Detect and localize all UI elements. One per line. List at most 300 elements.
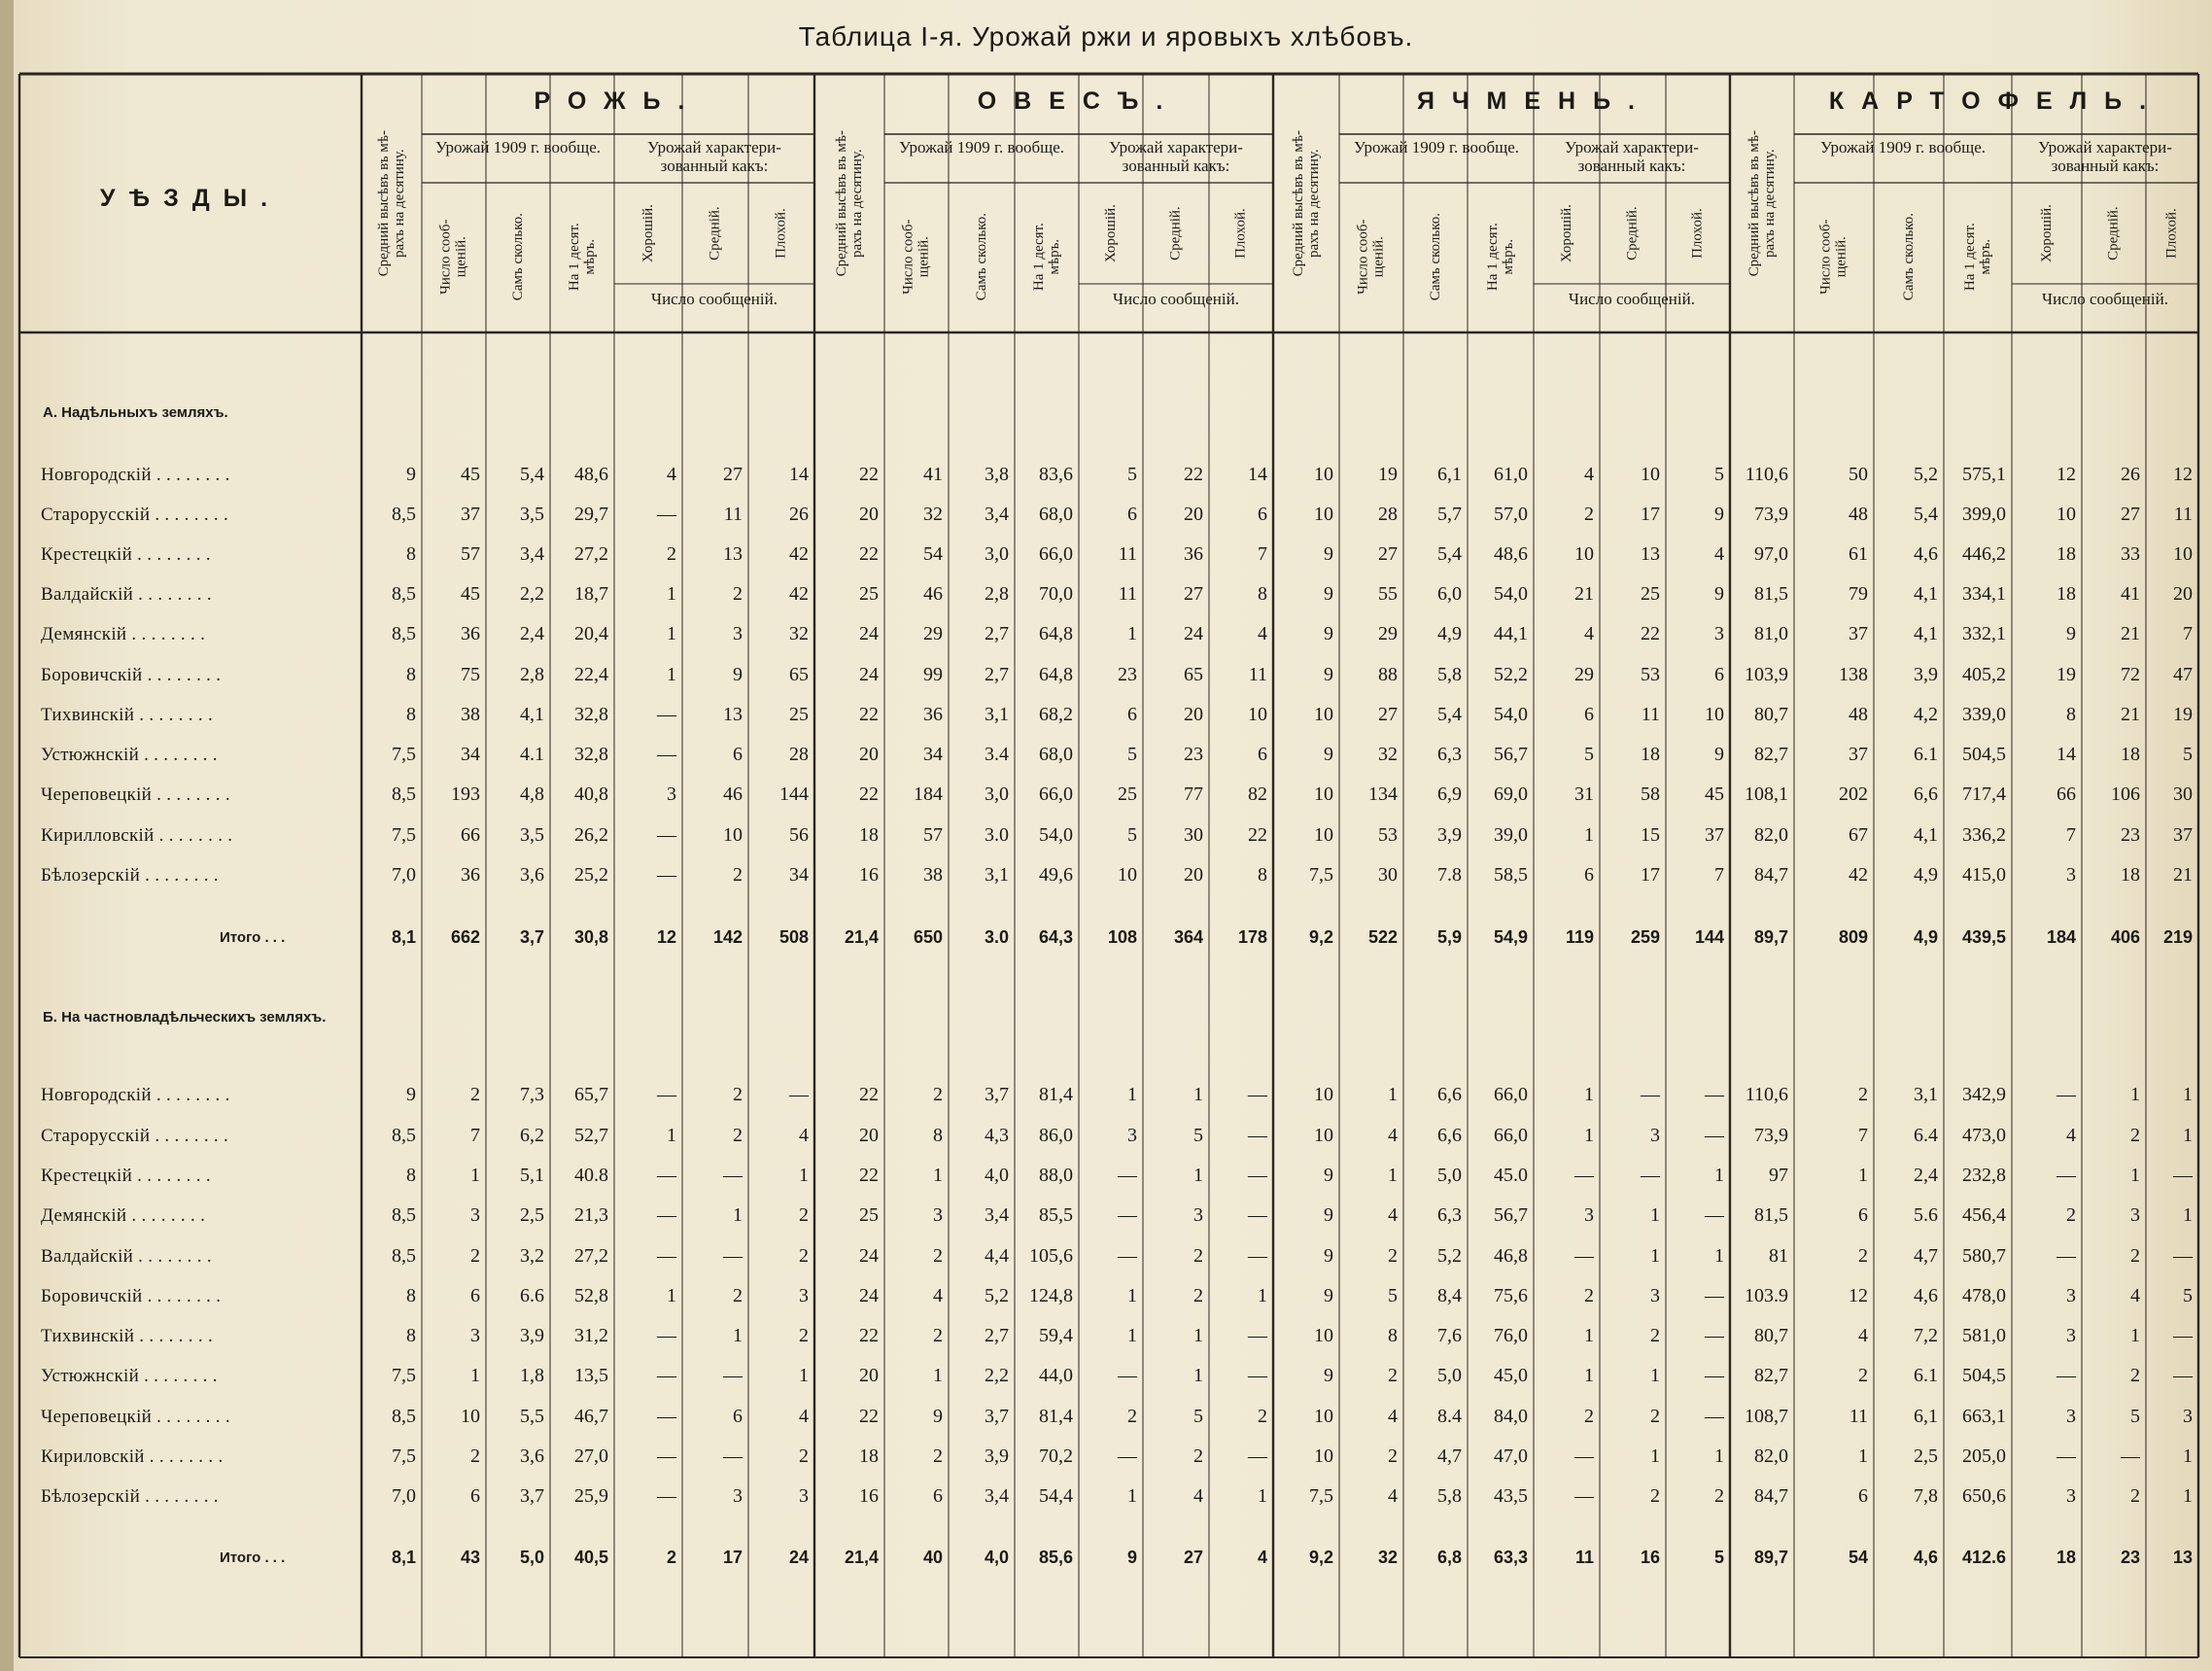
data-cell: 650,6 — [1962, 1485, 2006, 1507]
total-cell: 3.0 — [984, 927, 1009, 947]
data-cell: 3 — [2130, 1204, 2140, 1226]
data-cell: 8 — [406, 1285, 416, 1306]
data-cell: 45 — [461, 464, 480, 485]
total-cell: 142 — [712, 927, 743, 947]
data-cell: 19 — [1378, 464, 1398, 485]
seed-rate-header — [362, 80, 422, 327]
data-cell: 32 — [923, 504, 943, 525]
data-cell: 65 — [1184, 664, 1203, 685]
data-cell: 10 — [1314, 824, 1333, 846]
data-cell: 6 — [1258, 504, 1267, 525]
data-cell: 20 — [1184, 864, 1203, 886]
data-cell: 9 — [406, 1084, 416, 1105]
subcolumn-header-text: Самъ сколько. — [973, 212, 989, 301]
data-cell: 7,5 — [392, 744, 416, 765]
total-cell: 23 — [2120, 1548, 2140, 1567]
quality-header — [1143, 187, 1209, 280]
data-cell: 53 — [1641, 664, 1660, 685]
quality-header — [748, 187, 814, 280]
total-cell: 9,2 — [1308, 927, 1333, 947]
data-cell: 1 — [1650, 1445, 1660, 1467]
data-cell: 22 — [859, 1406, 879, 1427]
data-cell: 82,0 — [1754, 1445, 1788, 1467]
data-cell: 4 — [933, 1285, 943, 1306]
subcolumn-header — [422, 187, 486, 327]
district-name: Крестецкій . . . . . . . . — [41, 1166, 211, 1186]
data-cell: 13 — [723, 704, 743, 725]
seed-rate-header-text: Средний высѣвъ въ мѣ- рахъ на десятину. — [1290, 129, 1322, 277]
data-cell: 68,0 — [1039, 504, 1073, 525]
data-cell: 6,2 — [520, 1125, 544, 1146]
subcolumn-header — [1015, 187, 1079, 327]
total-cell: 412.6 — [1961, 1548, 2006, 1567]
data-cell: 42 — [789, 543, 809, 565]
characterized-group-header: Урожай характери- зованный какъ: — [1109, 138, 1243, 176]
data-cell: 3,9 — [1437, 824, 1462, 846]
data-cell: 2 — [933, 1325, 943, 1346]
seed-rate-header-text: Средний высѣвъ въ мѣ- рахъ на десятину. — [833, 129, 865, 277]
data-cell: 17 — [1641, 864, 1660, 886]
data-cell: 5 — [1388, 1285, 1398, 1306]
data-cell: 34 — [789, 864, 809, 886]
data-cell: 9 — [406, 464, 416, 485]
data-cell: 48 — [1849, 504, 1868, 525]
data-cell: 68,2 — [1039, 704, 1073, 725]
data-cell: 10 — [1314, 1406, 1333, 1427]
data-cell: 1 — [470, 1165, 480, 1186]
data-cell: 8 — [406, 1325, 416, 1346]
data-cell: 3,9 — [985, 1445, 1009, 1467]
quality-header-text: Плохой. — [2163, 208, 2180, 259]
data-cell: 10 — [723, 824, 743, 846]
data-cell: 580,7 — [1962, 1245, 2006, 1267]
subcolumn-header-text: Самъ сколько. — [1900, 212, 1917, 301]
data-cell: 3,4 — [985, 1204, 1009, 1226]
data-cell: 10 — [1641, 464, 1660, 485]
data-cell: 4 — [1388, 1406, 1398, 1427]
data-cell: 36 — [461, 864, 480, 886]
data-cell: 5 — [1584, 744, 1594, 765]
data-cell: 7 — [1858, 1125, 1868, 1146]
quality-header — [2082, 187, 2146, 280]
district-name: Кириловскій . . . . . . . . — [41, 1446, 224, 1467]
data-cell: 9 — [1714, 744, 1724, 765]
data-cell: 3,4 — [520, 543, 544, 565]
data-cell: 22 — [859, 1325, 879, 1346]
data-cell: 4 — [1193, 1485, 1203, 1507]
data-cell: 2,2 — [985, 1365, 1009, 1386]
quality-header-text: Плохой. — [773, 208, 789, 259]
data-cell: 19 — [2056, 664, 2076, 685]
data-cell: 7,5 — [392, 824, 416, 846]
subcolumn-header-text: На 1 десят. мѣръ. — [1961, 223, 1993, 291]
data-cell: — — [1248, 1245, 1267, 1267]
data-cell: 8,5 — [392, 1204, 416, 1226]
data-cell: 456,4 — [1962, 1204, 2006, 1226]
data-cell: 85,5 — [1039, 1204, 1073, 1226]
data-cell: 2 — [1650, 1485, 1660, 1507]
data-cell: 36 — [923, 704, 943, 725]
data-cell: 1 — [2183, 1125, 2193, 1146]
total-cell: 4,9 — [1913, 927, 1938, 947]
data-cell: 2 — [1388, 1365, 1398, 1386]
data-cell: 2,8 — [520, 664, 544, 685]
data-cell: 22 — [859, 1165, 879, 1186]
data-cell: — — [657, 1365, 676, 1386]
data-cell: 1 — [2183, 1084, 2193, 1105]
data-cell: 1 — [933, 1365, 943, 1386]
data-cell: 6 — [1858, 1485, 1868, 1507]
data-cell: 34 — [461, 744, 480, 765]
data-cell: 3,0 — [985, 543, 1009, 565]
data-cell: 7 — [470, 1125, 480, 1146]
data-cell: 32 — [789, 623, 809, 644]
quality-header-text: Плохой. — [1232, 208, 1249, 259]
data-cell: 3 — [2066, 1406, 2076, 1427]
district-name: Тихвинскій . . . . . . . . — [41, 705, 214, 725]
quality-header — [1209, 187, 1273, 280]
data-cell: 8 — [1258, 583, 1267, 605]
data-cell: 6,0 — [1437, 583, 1462, 605]
data-cell: 2 — [933, 1445, 943, 1467]
data-cell: 7,5 — [392, 1445, 416, 1467]
data-cell: — — [2056, 1445, 2076, 1467]
subcolumn-header-text: Число сооб- щеній. — [900, 219, 932, 295]
data-cell: 575,1 — [1962, 464, 2006, 485]
subcolumn-header — [949, 187, 1015, 327]
data-cell: 6 — [1258, 744, 1267, 765]
data-cell: 8 — [406, 704, 416, 725]
data-cell: 27 — [723, 464, 743, 485]
data-cell: 7,8 — [1914, 1485, 1938, 1507]
subcolumn-header — [884, 187, 949, 327]
data-cell: 22 — [859, 464, 879, 485]
data-cell: 3.0 — [985, 824, 1009, 846]
data-cell: 1 — [1650, 1204, 1660, 1226]
data-cell: 581,0 — [1962, 1325, 2006, 1346]
data-cell: 66 — [2056, 783, 2076, 805]
data-cell: — — [2056, 1084, 2076, 1105]
total-cell: 54 — [1848, 1548, 1868, 1567]
data-cell: — — [1574, 1445, 1594, 1467]
data-cell: 4 — [2066, 1125, 2076, 1146]
data-cell: 11 — [1849, 1406, 1868, 1427]
data-cell: 3.4 — [985, 744, 1009, 765]
data-cell: 80,7 — [1754, 704, 1788, 725]
data-cell: 6,6 — [1914, 783, 1938, 805]
data-cell: 1 — [799, 1165, 809, 1186]
data-cell: 332,1 — [1962, 623, 2006, 644]
data-cell: 52,7 — [574, 1125, 608, 1146]
crop-header: РОЖЬ. — [534, 87, 703, 115]
data-cell: 17 — [1641, 504, 1660, 525]
characterized-group-header: Урожай характери- зованный какъ: — [1565, 138, 1699, 176]
data-cell: 22 — [859, 783, 879, 805]
data-cell: 20 — [859, 1125, 879, 1146]
data-cell: — — [1118, 1445, 1137, 1467]
data-cell: 6,3 — [1437, 1204, 1462, 1226]
data-cell: 5 — [1193, 1406, 1203, 1427]
data-cell: 3,0 — [985, 783, 1009, 805]
crop-header: ОВЕСЪ. — [977, 87, 1181, 115]
data-cell: 5,7 — [1437, 504, 1462, 525]
data-cell: 3 — [470, 1325, 480, 1346]
data-cell: 108,7 — [1745, 1406, 1788, 1427]
data-cell: 5,4 — [1437, 543, 1462, 565]
data-cell: 1 — [733, 1325, 743, 1346]
data-cell: 9 — [1324, 1204, 1333, 1226]
data-cell: 45.0 — [1494, 1165, 1528, 1186]
data-cell: 97 — [1769, 1165, 1788, 1186]
data-cell: 478,0 — [1962, 1285, 2006, 1306]
data-cell: 2 — [933, 1084, 943, 1105]
data-cell: 22,4 — [574, 664, 608, 685]
data-cell: 6 — [733, 1406, 743, 1427]
data-cell: 47 — [2173, 664, 2193, 685]
data-cell: 6 — [1584, 864, 1594, 886]
subcolumn-header-text: Самъ сколько. — [1427, 212, 1443, 301]
data-cell: 31 — [1574, 783, 1594, 805]
data-cell: 9 — [2066, 623, 2076, 644]
data-cell: 4,0 — [985, 1165, 1009, 1186]
data-cell: 7 — [1714, 864, 1724, 886]
data-cell: 3,7 — [985, 1084, 1009, 1105]
data-cell: 4,6 — [1914, 543, 1938, 565]
data-cell: 6.1 — [1914, 1365, 1938, 1386]
data-cell: 4 — [2130, 1285, 2140, 1306]
data-cell: 11 — [723, 504, 743, 525]
total-cell: 5,0 — [519, 1548, 544, 1567]
data-cell: 1,8 — [520, 1365, 544, 1386]
data-cell: 3 — [1193, 1204, 1203, 1226]
data-cell: — — [1118, 1245, 1137, 1267]
seed-rate-header — [1730, 80, 1794, 327]
data-cell: 36 — [461, 623, 480, 644]
data-cell: 10 — [1314, 1445, 1333, 1467]
data-cell: 2 — [733, 583, 743, 605]
data-cell: 2 — [1858, 1245, 1868, 1267]
data-cell: 14 — [789, 464, 809, 485]
data-cell: — — [723, 1365, 743, 1386]
district-name: Череповецкій . . . . . . . . — [41, 1407, 230, 1427]
data-cell: 42 — [789, 583, 809, 605]
data-cell: 4,2 — [1914, 704, 1938, 725]
data-cell: 4,7 — [1437, 1445, 1462, 1467]
data-cell: 2 — [1584, 504, 1594, 525]
data-cell: 70,2 — [1039, 1445, 1073, 1467]
data-cell: — — [789, 1084, 809, 1105]
data-cell: — — [1248, 1125, 1267, 1146]
subcolumn-header-text: Число сооб- щеній. — [1817, 219, 1849, 295]
total-cell: 54,9 — [1493, 927, 1528, 947]
data-cell: — — [2056, 1245, 2076, 1267]
data-cell: 3 — [470, 1204, 480, 1226]
data-cell: 72 — [2121, 664, 2140, 685]
data-cell: 13,5 — [574, 1365, 608, 1386]
total-label: Итого . . . — [220, 929, 286, 946]
total-cell: 5 — [1713, 1548, 1724, 1567]
data-cell: 1 — [1858, 1445, 1868, 1467]
data-cell: 54,0 — [1494, 704, 1528, 725]
data-cell: 8,5 — [392, 583, 416, 605]
data-cell: 3 — [1650, 1125, 1660, 1146]
data-cell: 9 — [1324, 1165, 1333, 1186]
data-cell: 20 — [1184, 704, 1203, 725]
data-cell: 44,1 — [1494, 623, 1528, 644]
quality-header-text: Средній. — [1167, 206, 1184, 261]
data-cell: 3,2 — [520, 1245, 544, 1267]
data-cell: 108,1 — [1745, 783, 1788, 805]
data-cell: 24 — [859, 1285, 879, 1306]
data-cell: 10 — [1705, 704, 1724, 725]
data-cell: 4,8 — [520, 783, 544, 805]
data-cell: 2 — [799, 1245, 809, 1267]
data-cell: 6,1 — [1437, 464, 1462, 485]
data-cell: 9 — [1714, 504, 1724, 525]
total-cell: 662 — [450, 927, 480, 947]
data-cell: — — [1248, 1445, 1267, 1467]
data-cell: 27 — [2121, 504, 2140, 525]
total-cell: 144 — [1694, 927, 1724, 947]
data-cell: 18 — [2056, 583, 2076, 605]
district-name: Боровичскій . . . . . . . . — [41, 665, 222, 685]
data-cell: 52,2 — [1494, 664, 1528, 685]
data-cell: 7,0 — [392, 1485, 416, 1507]
data-cell: 8 — [933, 1125, 943, 1146]
data-cell: — — [1574, 1165, 1594, 1186]
data-cell: — — [1705, 1325, 1724, 1346]
data-cell: 405,2 — [1962, 664, 2006, 685]
data-cell: 88,0 — [1039, 1165, 1073, 1186]
data-cell: 205,0 — [1962, 1445, 2006, 1467]
data-cell: 8.4 — [1437, 1406, 1462, 1427]
total-cell: 89,7 — [1753, 927, 1788, 947]
data-cell: 4 — [1714, 543, 1724, 565]
total-cell: 508 — [778, 927, 809, 947]
data-cell: 6,6 — [1437, 1084, 1462, 1105]
data-cell: — — [2056, 1165, 2076, 1186]
data-cell: 10 — [461, 1406, 480, 1427]
data-cell: 1 — [1584, 1084, 1594, 1105]
data-cell: 1 — [799, 1365, 809, 1386]
data-cell: 22 — [859, 543, 879, 565]
data-cell: 1 — [667, 664, 676, 685]
data-cell: 3,9 — [520, 1325, 544, 1346]
data-cell: 21 — [2121, 704, 2140, 725]
data-cell: 4 — [1388, 1125, 1398, 1146]
data-cell: 6 — [470, 1285, 480, 1306]
data-cell: 73,9 — [1754, 504, 1788, 525]
data-cell: 5,4 — [1437, 704, 1462, 725]
data-cell: 4 — [1258, 623, 1267, 644]
data-cell: 21 — [1574, 583, 1594, 605]
data-cell: — — [723, 1245, 743, 1267]
data-cell: 27 — [1378, 704, 1398, 725]
data-cell: 1 — [1584, 824, 1594, 846]
data-cell: 4,4 — [985, 1245, 1009, 1267]
data-cell: 3 — [2066, 1285, 2076, 1306]
data-cell: 21,3 — [574, 1204, 608, 1226]
data-cell: 5 — [1127, 464, 1137, 485]
section-title: А. Надѣльныхъ земляхъ. — [43, 404, 228, 421]
data-cell: 10 — [1314, 464, 1333, 485]
data-cell: 3,5 — [520, 504, 544, 525]
yield-group-header: Урожай 1909 г. вообще. — [434, 138, 601, 157]
data-cell: — — [1705, 1125, 1724, 1146]
district-name: Валдайскій . . . . . . . . — [41, 1246, 212, 1267]
data-cell: 22 — [1248, 824, 1267, 846]
quality-header — [1534, 187, 1600, 280]
data-cell: 40,8 — [574, 783, 608, 805]
data-cell: 4,3 — [985, 1125, 1009, 1146]
data-cell: 84,7 — [1754, 1485, 1788, 1507]
data-cell: 84,0 — [1494, 1406, 1528, 1427]
data-cell: 14 — [1248, 464, 1267, 485]
crop-header: ЯЧМЕНЬ. — [1416, 87, 1652, 115]
data-cell: — — [1641, 1084, 1660, 1105]
data-cell: 9 — [1324, 744, 1333, 765]
data-cell: 5 — [2183, 744, 2193, 765]
data-cell: 446,2 — [1962, 543, 2006, 565]
data-cell: 2 — [733, 1125, 743, 1146]
data-cell: 18 — [2121, 744, 2140, 765]
data-cell: 6 — [933, 1485, 943, 1507]
data-cell: 5 — [1193, 1125, 1203, 1146]
data-cell: 2 — [1127, 1406, 1137, 1427]
data-cell: 7.8 — [1437, 864, 1462, 886]
data-cell: 41 — [2121, 583, 2140, 605]
data-cell: — — [657, 1406, 676, 1427]
data-cell: 7 — [2183, 623, 2193, 644]
data-cell: 2,5 — [520, 1204, 544, 1226]
data-cell: 25 — [1118, 783, 1137, 805]
data-cell: 16 — [859, 1485, 879, 1507]
data-cell: — — [657, 1445, 676, 1467]
data-cell: 2 — [1858, 1365, 1868, 1386]
data-cell: 81,5 — [1754, 583, 1788, 605]
data-cell: 1 — [667, 1125, 676, 1146]
data-cell: 1 — [1258, 1485, 1267, 1507]
data-cell: 37 — [1849, 744, 1868, 765]
total-cell: 4 — [1257, 1548, 1267, 1567]
data-cell: 16 — [859, 864, 879, 886]
seed-rate-header-text: Средний высѣвъ въ мѣ- рахъ на десятину. — [375, 129, 407, 277]
data-cell: — — [1248, 1165, 1267, 1186]
data-cell: 10 — [1314, 783, 1333, 805]
total-cell: 12 — [656, 927, 676, 947]
quality-header — [1079, 187, 1143, 280]
data-cell: 38 — [461, 704, 480, 725]
data-cell: 10 — [2056, 504, 2076, 525]
yield-group-header: Урожай 1909 г. вообще. — [1353, 138, 1519, 157]
data-cell: 10 — [1314, 1325, 1333, 1346]
data-cell: 86,0 — [1039, 1125, 1073, 1146]
data-cell: 124,8 — [1029, 1285, 1073, 1306]
quality-header-text: Плохой. — [1689, 208, 1706, 259]
characterized-group-header: Урожай характери- зованный какъ: — [647, 138, 781, 176]
data-cell: 6,9 — [1437, 783, 1462, 805]
data-cell: 25,2 — [574, 864, 608, 886]
data-cell: 45 — [1705, 783, 1724, 805]
data-cell: — — [1705, 1204, 1724, 1226]
data-cell: 2 — [1714, 1485, 1724, 1507]
data-cell: 7,5 — [1309, 1485, 1333, 1507]
data-cell: 25 — [789, 704, 809, 725]
total-cell: 85,6 — [1038, 1548, 1073, 1567]
data-cell: 2 — [1584, 1285, 1594, 1306]
data-cell: 20 — [859, 1365, 879, 1386]
data-cell: 5,0 — [1437, 1365, 1462, 1386]
